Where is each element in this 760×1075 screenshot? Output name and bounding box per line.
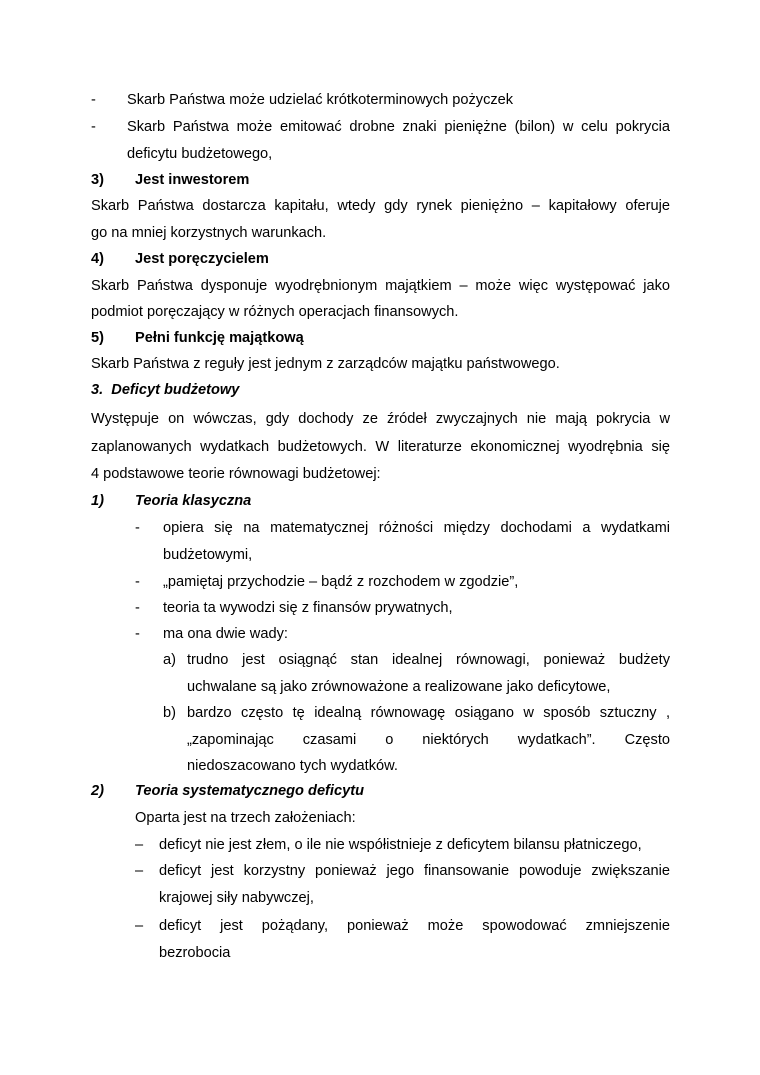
function-heading: Jest poręczycielem xyxy=(135,251,269,267)
bullet-text: ma ona dwie wady: xyxy=(163,626,288,642)
bullet-text: deficyt nie jest złem, o ile nie współistnieje z deficytem bilansu płatniczego, xyxy=(159,837,642,853)
bullet-marker: – xyxy=(135,863,144,879)
list-text: bardzo często tę idealną równowagę osiągano w sposób sztuczny , xyxy=(187,705,670,721)
theory-number: 2) xyxy=(91,783,104,799)
paragraph-line: Skarb Państwa dostarcza kapitału, wtedy gdy rynek pieniężno – kapitałowy oferuje xyxy=(91,198,670,214)
bullet-text: Skarb Państwa może udzielać krótkoterminowych pożyczek xyxy=(127,92,514,108)
bullet-text: deficytu budżetowego, xyxy=(127,146,273,162)
bullet-marker: - xyxy=(135,600,140,616)
bullet-marker: – xyxy=(135,918,144,934)
function-heading: Pełni funkcję majątkową xyxy=(135,330,304,346)
theory-number: 1) xyxy=(91,493,104,509)
bullet-marker: - xyxy=(91,119,96,135)
bullet-text: deficyt jest korzystny ponieważ jego finansowanie powoduje zwiększanie xyxy=(159,863,670,879)
function-number: 5) xyxy=(91,330,104,346)
paragraph-line: 4 podstawowe teorie równowagi budżetowej: xyxy=(91,466,381,482)
bullet-text: opiera się na matematycznej różności między dochodami a wydatkami xyxy=(163,520,670,536)
function-number: 4) xyxy=(91,251,104,267)
bullet-text: deficyt jest pożądany, ponieważ może spowodować zmniejszenie xyxy=(159,918,670,934)
paragraph-line: go na mniej korzystnych warunkach. xyxy=(91,225,327,241)
bullet-text: Skarb Państwa może emitować drobne znaki pieniężne (bilon) w celu pokrycia xyxy=(127,119,670,135)
list-text: niedoszacowano tych wydatków. xyxy=(187,758,398,774)
bullet-marker: – xyxy=(135,837,144,853)
bullet-text: teoria ta wywodzi się z finansów prywatnych, xyxy=(163,600,453,616)
bullet-marker: - xyxy=(91,92,96,108)
bullet-marker: - xyxy=(135,520,140,536)
bullet-text: „pamiętaj przychodzie – bądź z rozchodem w zgodzie”, xyxy=(163,574,519,590)
paragraph-line: Oparta jest na trzech założeniach: xyxy=(135,810,356,826)
section-heading: 3. Deficyt budżetowy xyxy=(91,382,240,398)
list-text: trudno jest osiągnąć stan idealnej równowagi, ponieważ budżety xyxy=(187,652,670,668)
theory-heading: Teoria systematycznego deficytu xyxy=(135,783,364,799)
list-marker: a) xyxy=(163,652,176,668)
paragraph-line: Występuje on wówczas, gdy dochody ze źródeł zwyczajnych nie mają pokrycia w xyxy=(91,411,670,427)
paragraph-line: podmiot poręczający w różnych operacjach finansowych. xyxy=(91,304,459,320)
bullet-marker: - xyxy=(135,626,140,642)
bullet-text: krajowej siły nabywczej, xyxy=(159,890,314,906)
function-number: 3) xyxy=(91,172,104,188)
paragraph-line: zaplanowanych wydatkach budżetowych. W literaturze ekonomicznej wyodrębnia się xyxy=(91,439,670,455)
list-text: uchwalane są jako zrównoważone a realizowane jako deficytowe, xyxy=(187,679,611,695)
paragraph-line: Skarb Państwa dysponuje wyodrębnionym majątkiem – może więc występować jako xyxy=(91,278,670,294)
bullet-marker: - xyxy=(135,574,140,590)
list-text: „zapominając czasami o niektórych wydatkach”. Często xyxy=(187,732,670,748)
bullet-text: bezrobocia xyxy=(159,945,231,961)
paragraph-line: Skarb Państwa z reguły jest jednym z zarządców majątku państwowego. xyxy=(91,356,560,372)
list-marker: b) xyxy=(163,705,176,721)
function-heading: Jest inwestorem xyxy=(135,172,250,188)
bullet-text: budżetowymi, xyxy=(163,547,253,563)
theory-heading: Teoria klasyczna xyxy=(135,493,252,509)
